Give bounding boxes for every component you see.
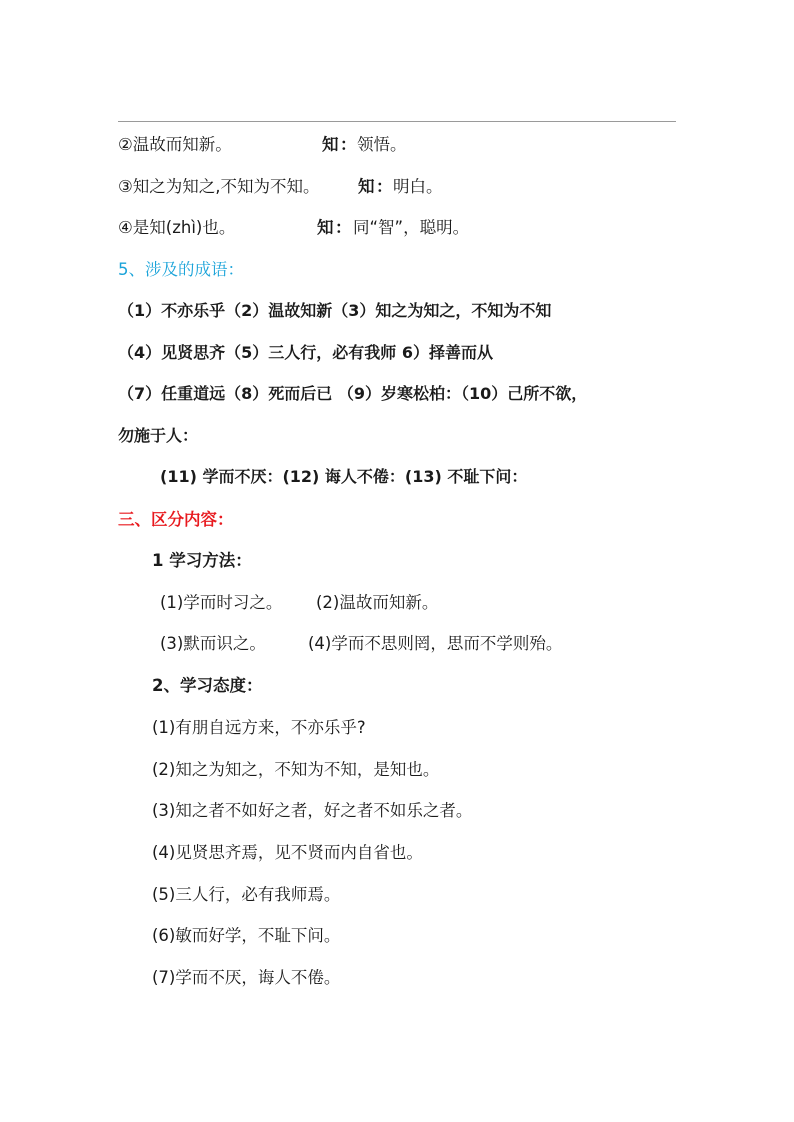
method-item: (4)学而不思则罔，思而不学则殆。 xyxy=(308,634,563,653)
attitude-item: (5)三人行，必有我师焉。 xyxy=(152,885,341,904)
definition-colon: ： xyxy=(335,218,352,237)
idioms-heading: 5、涉及的成语： xyxy=(118,260,244,279)
idiom-line: （7）任重道远（8）死而后已 （9）岁寒松柏：（10）己所不欲， xyxy=(118,384,588,403)
attitude-item: (1)有朋自远方来，不亦乐乎? xyxy=(152,718,366,737)
header-rule xyxy=(118,121,676,122)
definition-term: 知 xyxy=(317,218,334,237)
idiom-line: (11) 学而不厌：(12) 诲人不倦：(13) 不耻下问： xyxy=(160,467,528,486)
definition-term: 知 xyxy=(358,177,375,196)
definition-meaning: 领悟。 xyxy=(357,135,407,154)
definition-colon: ： xyxy=(340,135,357,154)
method-item: (3)默而识之。 xyxy=(160,634,266,653)
methods-heading: 1 学习方法： xyxy=(152,551,252,570)
definition-term: 知 xyxy=(322,135,339,154)
section-heading: 三、区分内容： xyxy=(118,510,234,529)
attitude-item: (3)知之者不如好之者，好之者不如乐之者。 xyxy=(152,801,473,820)
idiom-line: （4）见贤思齐（5）三人行，必有我师 6）择善而从 xyxy=(118,343,493,362)
method-item: (2)温故而知新。 xyxy=(316,593,439,612)
definition-phrase: ②温故而知新。 xyxy=(118,135,232,154)
definition-colon: ： xyxy=(376,177,393,196)
attitude-item: (6)敏而好学，不耻下问。 xyxy=(152,926,341,945)
attitude-heading: 2、学习态度： xyxy=(152,676,263,695)
idiom-line: 勿施于人： xyxy=(118,426,199,445)
attitude-item: (2)知之为知之，不知为不知，是知也。 xyxy=(152,760,440,779)
definition-phrase: ③知之为知之,不知为不知。 xyxy=(118,177,320,196)
idiom-line: （1）不亦乐乎（2）温故知新（3）知之为知之，不知为不知 xyxy=(118,301,552,320)
attitude-item: (4)见贤思齐焉，见不贤而内自省也。 xyxy=(152,843,423,862)
method-item: (1)学而时习之。 xyxy=(160,593,283,612)
definition-meaning: 明白。 xyxy=(393,177,443,196)
definition-phrase: ④是知(zhì)也。 xyxy=(118,218,236,237)
definition-meaning: 同“智”，聪明。 xyxy=(353,218,470,237)
attitude-item: (7)学而不厌，诲人不倦。 xyxy=(152,968,341,987)
